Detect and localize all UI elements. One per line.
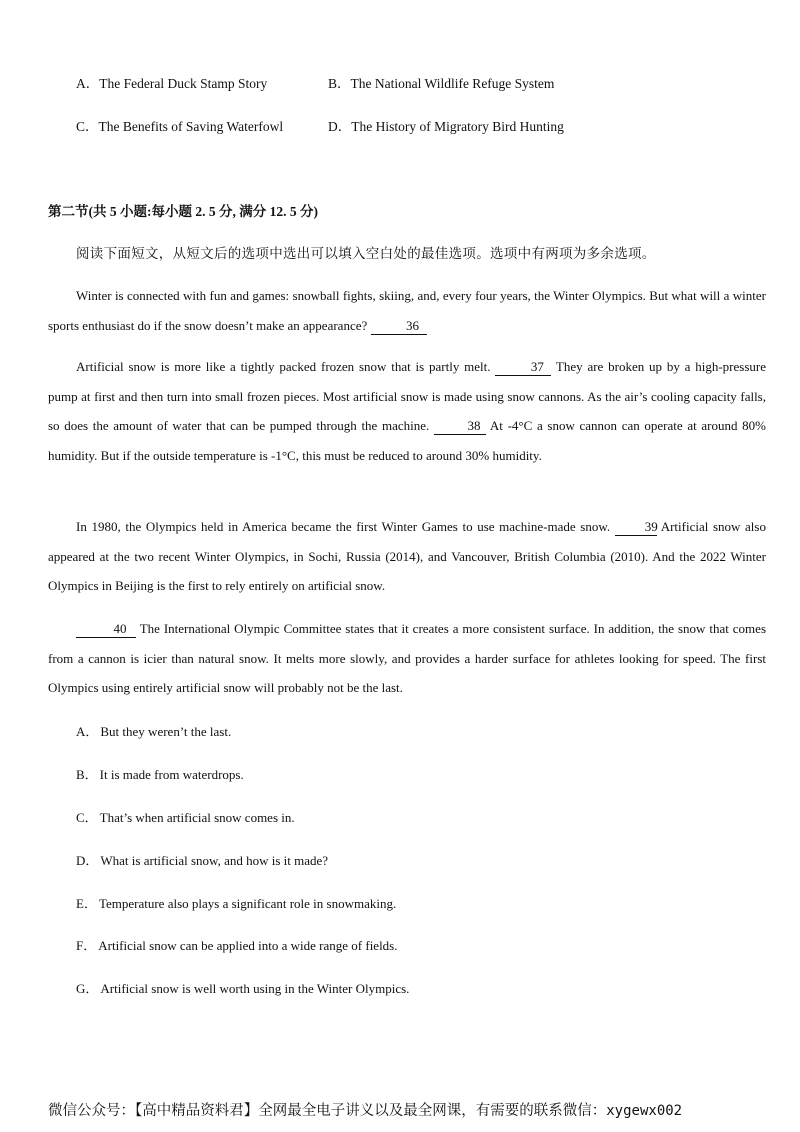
blank-39[interactable]: 39: [615, 519, 657, 536]
blank-38[interactable]: 38: [434, 418, 486, 435]
section-title: 第二节(共 5 小题:每小题 2. 5 分, 满分 12. 5 分): [48, 204, 318, 219]
choice-g: G． Artificial snow is well worth using in the Winter Olympics.: [76, 981, 410, 996]
blank-36[interactable]: 36: [371, 318, 427, 335]
passage-paragraph-3: In 1980, the Olympics held in America became the first Winter Games to use machine-made snow. 39 Artificial snow also appeared at the two recent Winter Olympics, in Sochi, Russia (2014), and Vancouver, British Columbia (2010). And the 2022 Winter Olympics in Beijing is the first to rely entirely on artificial snow.: [48, 519, 766, 593]
prev-options-row-2: [76, 115, 564, 135]
passage-paragraph-1: Winter is connected with fun and games: snowball fights, skiing, and, every four years, the Winter Olympics. But what will a winter sports enthusiast do if the snow doesn’t make an appearance? 36: [48, 288, 766, 333]
choice-d: D． What is artificial snow, and how is it made?: [76, 853, 329, 868]
prev-option-c: C．The Benefits of Saving Waterfowl: [76, 119, 284, 134]
footer-note: 微信公众号：【高中精品资料君】全网最全电子讲义以及最全网课，有需要的联系微信：xygewx002: [48, 1103, 683, 1119]
prev-option-a: A．The Federal Duck Stamp Story: [76, 76, 268, 91]
wechat-id: xygewx002: [606, 1103, 683, 1119]
blank-40[interactable]: 40: [76, 621, 136, 638]
prev-option-d: D．The History of Migratory Bird Hunting: [328, 119, 564, 134]
prev-option-b: B．The National Wildlife Refuge System: [328, 76, 555, 91]
choice-a: A． But they weren’t the last.: [76, 724, 232, 739]
choice-f: F． Artificial snow can be applied into a wide range of fields.: [76, 938, 398, 953]
choice-b: B． It is made from waterdrops.: [76, 767, 244, 782]
blank-37[interactable]: 37: [495, 359, 551, 376]
section-instruction: 阅读下面短文，从短文后的选项中选出可以填入空白处的最佳选项。选项中有两项为多余选项。: [76, 246, 656, 261]
passage-paragraph-2: Artificial snow is more like a tightly packed frozen snow that is partly melt. 37 They are broken up by a high-pressure pump at first and then turn into small frozen pieces. Most artificial snow is made using snow cannons. As the air’s cooling capacity falls, so does the amount of water that can be pumped through the machine. 38 At -4°C a snow cannon can operate at around 80% humidity. But if the outside temperature is -1°C, this must be reduced to around 30% humidity.: [48, 359, 766, 463]
choice-e: E． Temperature also plays a significant role in snowmaking.: [76, 896, 397, 911]
passage-paragraph-4: 40 The International Olympic Committee states that it creates a more consistent surface. In addition, the snow that comes from a cannon is icier than natural snow. It melts more slowly, and provides a harder surface for athletes looking for speed. The first Olympics using entirely artificial snow will probably not be the last.: [48, 621, 767, 695]
choice-c: C． That’s when artificial snow comes in.: [76, 810, 295, 825]
prev-options-row-1: [76, 72, 554, 92]
